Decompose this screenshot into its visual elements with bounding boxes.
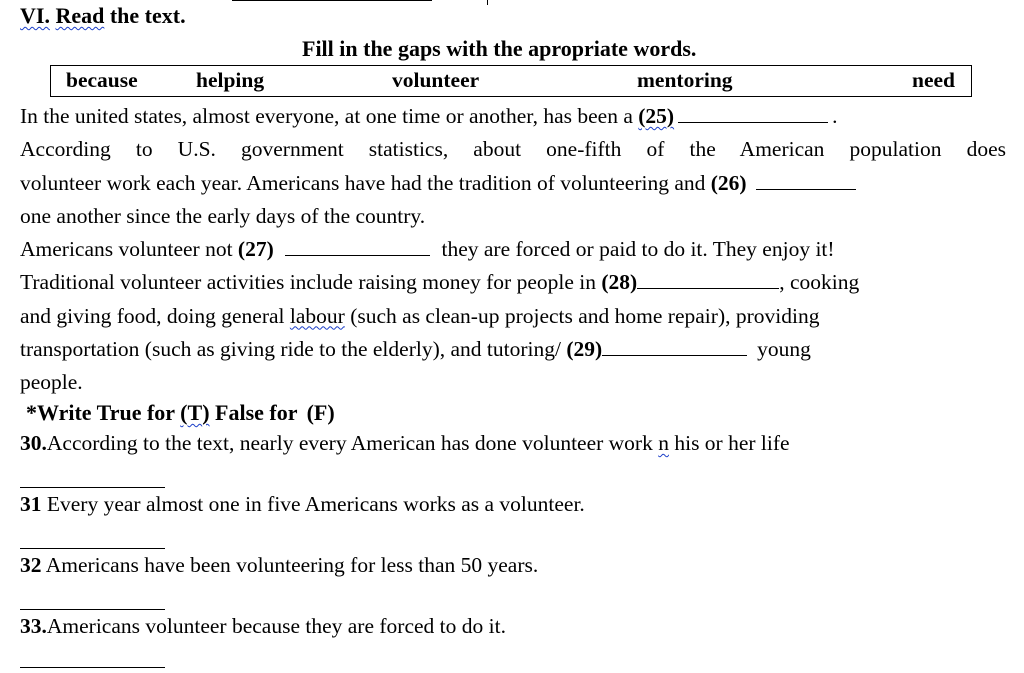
question-text: Americans have been volunteering for less than 50 years. xyxy=(45,553,539,577)
word-helping: helping xyxy=(196,68,265,92)
passage-line xyxy=(20,167,1006,200)
question-number: 31 xyxy=(20,492,42,516)
gap-27-blank[interactable] xyxy=(285,255,430,256)
gap-25-blank[interactable] xyxy=(678,122,828,123)
passage-flagged-word: labour xyxy=(289,303,345,328)
gap-27-label: (27) xyxy=(237,237,274,261)
passage-text: young xyxy=(757,336,811,361)
question-text: According to the text, nearly every American has done volunteer work xyxy=(46,431,653,455)
answer-line-33[interactable] xyxy=(20,667,165,668)
section-title-rest: the text. xyxy=(109,3,186,28)
question-text: his or her life xyxy=(674,431,790,455)
true-false-instruction xyxy=(26,400,335,426)
passage-line xyxy=(20,266,1006,299)
answer-line-32[interactable] xyxy=(20,609,165,610)
question-text: Americans volunteer because they are forced to do it. xyxy=(46,614,506,638)
passage-text: (such as clean-up projects and home repair), providing xyxy=(350,303,820,328)
passage-line: one another since the early days of the country. xyxy=(20,203,426,228)
question-number: 30. xyxy=(20,431,47,455)
instruction-text: False for xyxy=(215,400,298,425)
false-marker: (F) xyxy=(306,400,335,425)
passage-text: Americans volunteer not xyxy=(20,237,233,261)
fill-instruction: Fill in the gaps with the apropriate words. xyxy=(302,36,697,61)
previous-section-underline xyxy=(232,0,432,1)
question-number: 33. xyxy=(20,614,47,638)
passage-text: , cooking xyxy=(779,270,860,295)
passage-line xyxy=(20,333,1006,366)
passage-line: According to U.S. government statistics, about one-fifth of the American population does xyxy=(20,137,1006,162)
question-32 xyxy=(20,553,538,578)
gap-26-label: (26) xyxy=(710,170,747,195)
passage-text: transportation (such as giving ride to the elderly), and tutoring/ xyxy=(20,336,561,361)
word-because: because xyxy=(66,68,138,92)
passage-text: volunteer work each year. Americans have had the tradition of volunteering and xyxy=(20,170,706,195)
section-number: VI. xyxy=(20,3,50,28)
word-need: need xyxy=(912,68,955,92)
question-31 xyxy=(20,492,585,517)
gap-28-label: (28) xyxy=(601,270,638,295)
previous-section-tick xyxy=(487,0,488,5)
passage-text: they are forced or paid to do it. They enjoy it! xyxy=(441,237,835,261)
instruction-text: *Write True for xyxy=(26,400,175,425)
passage-line xyxy=(20,300,1006,333)
passage-text: and giving food, doing general xyxy=(20,303,285,328)
word-volunteer: volunteer xyxy=(392,68,480,92)
gap-26-blank[interactable] xyxy=(756,189,856,190)
true-marker: (T) xyxy=(180,400,210,425)
question-33 xyxy=(20,614,506,639)
section-title-word: Read xyxy=(55,3,105,28)
section-header xyxy=(20,3,186,29)
passage-paragraph-1 xyxy=(20,100,1006,233)
question-number: 32 xyxy=(20,553,42,577)
gap-29-blank[interactable] xyxy=(602,355,747,356)
passage-line: people. xyxy=(20,370,83,395)
passage-paragraph-2 xyxy=(20,233,1006,399)
passage-text: In the united states, almost everyone, at one time or another, has been a xyxy=(20,104,633,128)
answer-line-31[interactable] xyxy=(20,548,165,549)
question-flagged-word: n xyxy=(658,431,669,455)
gap-29-label: (29) xyxy=(566,336,603,361)
word-mentoring: mentoring xyxy=(637,68,733,92)
question-30 xyxy=(20,431,790,456)
gap-25-label: (25) xyxy=(638,104,675,128)
passage-line: In the united states, almost everyone, at one time or another, has been a (25) . xyxy=(20,104,838,128)
gap-28-blank[interactable] xyxy=(637,288,779,289)
answer-line-30[interactable] xyxy=(20,487,165,488)
question-text: Every year almost one in five Americans works as a volunteer. xyxy=(46,492,585,516)
passage-line xyxy=(20,233,1006,266)
word-box xyxy=(50,65,972,97)
passage-text: Traditional volunteer activities include raising money for people in xyxy=(20,270,596,295)
